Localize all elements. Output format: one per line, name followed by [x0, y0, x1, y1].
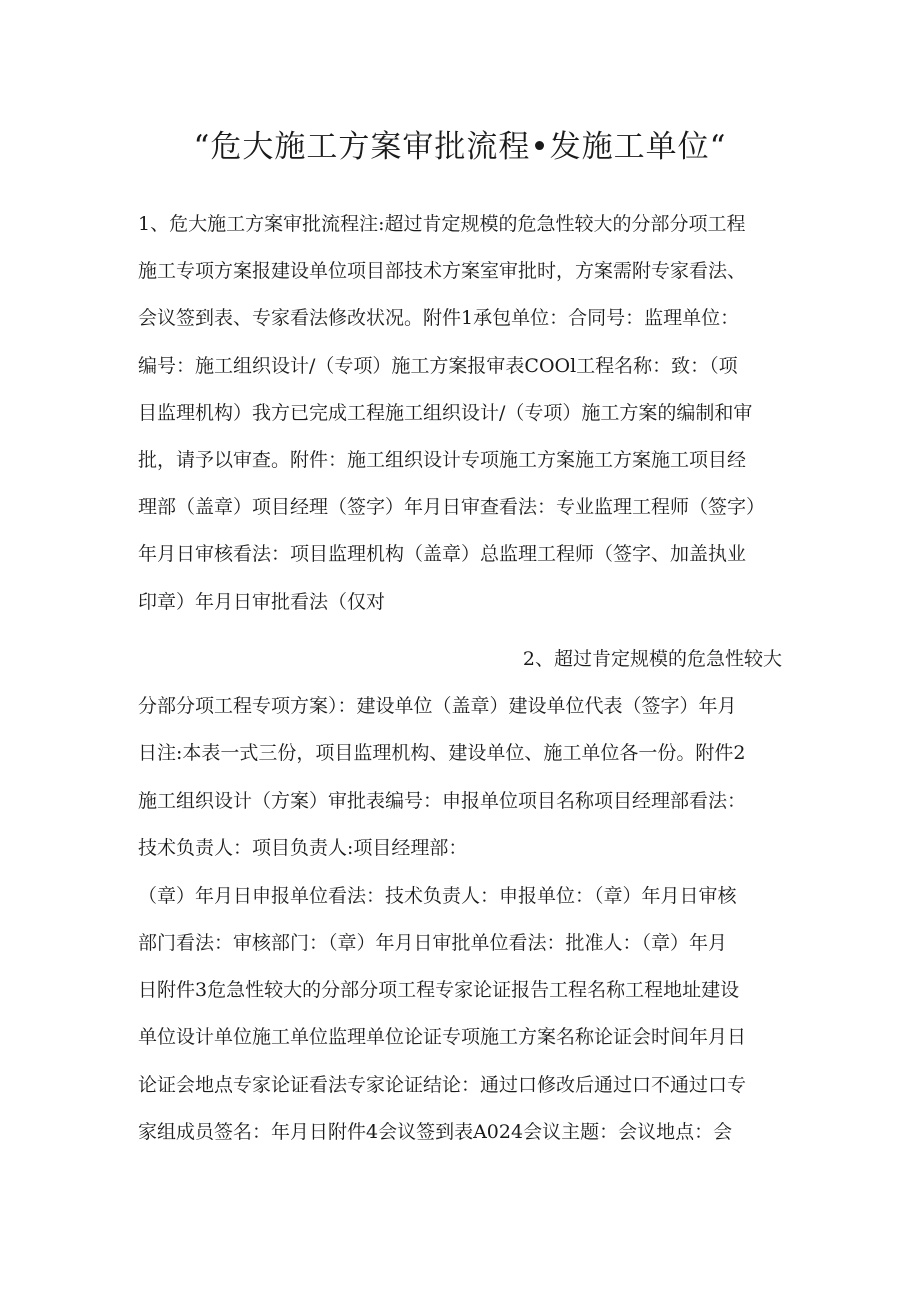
text-line: 家组成员签名：年月日附件4会议签到表A024会议主题：会议地点：会: [138, 1121, 733, 1143]
text-line: （章）年月日申报单位看法：技术负责人：申报单位：（章）年月日审核: [138, 885, 737, 907]
text-line: 印章）年月日审批看法（仅对: [138, 591, 386, 613]
text-line: 日注:本表一式三份，项目监理机构、建设单位、施工单位各一份。附件2: [138, 742, 746, 764]
text-line: 部门看法：审核部门：（章）年月日审批单位看法：批准人：（章）年月: [138, 932, 728, 954]
text-line: 施工组织设计（方案）审批表编号：申报单位项目名称项目经理部看法：: [138, 790, 747, 812]
text-line: 施工专项方案报建设单位项目部技术方案室审批时，方案需附专家看法、: [138, 260, 747, 282]
text-line: 论证会地点专家论证看法专家论证结论：通过口修改后通过口不通过口专: [138, 1074, 747, 1096]
document-title: “危大施工方案审批流程•发施工单位“: [193, 129, 727, 165]
text-line: 理部（盖章）项目经理（签字）年月日审查看法：专业监理工程师（签字）: [138, 496, 766, 518]
text-line: 目监理机构）我方已完成工程施工组织设计/（专项）施工方案的编制和审: [138, 402, 753, 424]
text-line: 日附件3危急性较大的分部分项工程专家论证报告工程名称工程地址建设: [138, 979, 740, 1001]
text-line: 会议签到表、专家看法修改状况。附件1承包单位：合同号：监理单位：: [138, 307, 740, 329]
text-line: 技术负责人：项目负责人:项目经理部：: [138, 837, 468, 859]
text-line: 年月日审核看法：项目监理机构（盖章）总监理工程师（签字、加盖执业: [138, 543, 747, 565]
text-line: 2、超过肯定规模的危急性较大: [522, 648, 782, 670]
text-line: 批，请予以审查。附件：施工组织设计专项施工方案施工方案施工项目经: [138, 449, 747, 471]
text-line: 分部分项工程专项方案）：建设单位（盖章）建设单位代表（签字）年月: [138, 695, 737, 717]
text-line: 1、危大施工方案审批流程注:超过肯定规模的危急性较大的分部分项工程: [138, 213, 746, 235]
text-line: 编号：施工组织设计/（专项）施工方案报审表COOl工程名称：致：（项: [138, 355, 738, 377]
text-line: 单位设计单位施工单位监理单位论证专项施工方案名称论证会时间年月日: [138, 1026, 747, 1048]
